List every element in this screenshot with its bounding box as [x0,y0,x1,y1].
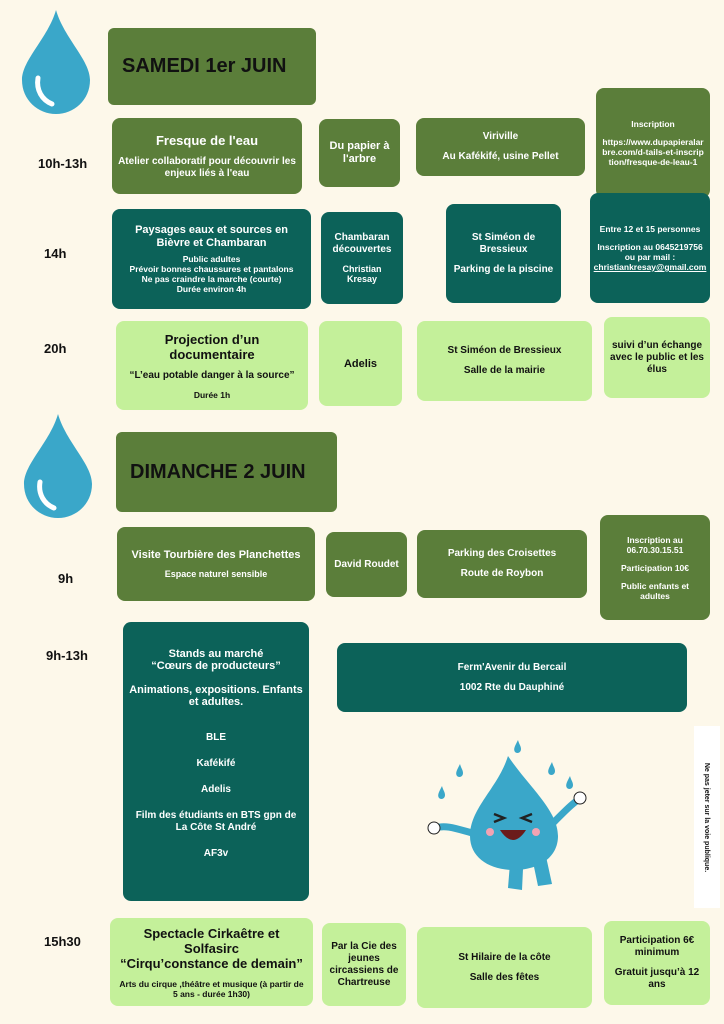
place-line1: Parking des Croisettes [447,548,557,559]
place-line1: St Siméon de Bressieux [447,345,562,356]
time-label: 9h [58,571,74,586]
info-link[interactable]: https://www.dupapieralarbre.com/d-tails-et-inscription/fresque-de-leau-1 [602,137,704,167]
organizer-name: Adelis [343,357,377,370]
info-line2: Participation 10€ [620,562,690,573]
organizer-card [326,532,407,597]
activity-title: Paysages eaux et sources en Bièvre et Chambaran [135,224,288,249]
info-text: suivi d’un échange avec le public et les élus [610,339,704,375]
place-card [416,118,585,176]
side-note-text: Ne pas jeter sur la voie publique. [703,762,711,872]
activity-desc: Espace naturel sensible [164,569,268,579]
info-line2: Gratuit jusqu’à 12 ans [614,967,700,990]
activity-desc: Arts du cirque ,théâtre et musique (à partir de 5 ans - durée 1h30) [119,978,304,999]
time-label: 10h-13h [38,156,88,171]
activity-card [117,527,315,601]
organizer-name: Du papier à l'arbre [329,140,390,165]
info-card [604,921,710,1005]
place-card [446,204,561,303]
organizer-line1: Chambaran découvertes [332,232,392,255]
activity-line: Public adultes [182,254,241,264]
info-card [600,515,710,620]
info-line1: Entre 12 et 15 personnes [599,224,701,234]
organizer-line2: Christian Kresay [342,264,382,284]
info-card [596,88,710,198]
place-line2: Au Kafékifé, usine Pellet [442,151,559,162]
place-line2: Parking de la piscine [453,263,554,275]
organizer-card [319,119,400,187]
time-label: 15h30 [44,934,81,949]
organizer-card [322,923,406,1006]
activity-card [116,321,308,410]
activity-desc: Atelier collaboratif pour découvrir les enjeux liés à l'eau [118,155,296,179]
participant: AF3v [203,848,229,859]
water-drop-icon [18,8,94,116]
activity-subtitle: “Cirqu’constance de demain” [120,955,303,971]
time-label: 20h [44,341,67,356]
info-line2: Inscription au 0645219756 ou par mail : [597,242,703,262]
market-line2: “Cœurs de producteurs” [151,660,281,672]
time-label: 14h [44,246,67,261]
place-line2: Salle des fêtes [469,971,540,983]
organizer-card [319,321,402,406]
activity-title: Projection d’un documentaire [164,331,260,362]
place-line2: Salle de la mairie [463,365,546,376]
activity-title: Visite Tourbière des Planchettes [131,549,301,561]
participant: BLE [206,732,226,743]
market-card [123,622,309,901]
participant: Film des étudiants en BTS gpn de La Côte St André [135,810,297,833]
side-note [694,726,720,908]
activity-duration: Durée 1h [193,389,231,400]
place-line2: Route de Roybon [460,568,544,579]
info-line3: Public enfants et adultes [620,580,689,601]
market-line1: Stands au marché [168,648,264,660]
info-card [604,317,710,398]
place-line1: Ferm'Avenir du Bercail [457,661,567,673]
info-card [590,193,710,303]
market-line3: Animations, expositions. Enfants et adultes. [129,684,303,708]
activity-line: Prévoir bonnes chaussures et pantalons [129,264,294,274]
organizer-card [321,212,403,304]
activity-title: Fresque de l'eau [155,132,259,148]
day-heading-saturday: SAMEDI 1er JUIN [108,28,316,105]
place-card [417,530,587,598]
place-line1: St Hilaire de la côte [458,951,551,963]
info-line1: Participation 6€ minimum [619,935,695,958]
activity-card [112,118,302,194]
place-card [417,927,592,1008]
activity-card [110,918,313,1006]
organizer-name: David Roudet [334,558,399,570]
email-link[interactable]: christiankresay@gmail.com [593,262,707,272]
place-card [417,321,592,401]
activity-card [112,209,311,309]
water-drop-mascot-icon [420,738,600,898]
activity-quote: “L’eau potable danger à la source” [129,369,295,381]
activity-line: Ne pas craindre la marche (courte) [141,274,282,284]
day-heading-sunday: DIMANCHE 2 JUIN [116,432,337,512]
participant: Kafékifé [196,758,236,769]
water-drop-icon [20,412,96,520]
activity-line: Durée environ 4h [176,284,247,294]
activity-title: Spectacle Cirkaêtre et Solfasirc [143,925,280,956]
info-line1: Inscription [631,119,675,129]
place-line2: 1002 Rte du Dauphiné [459,681,565,693]
participant: Adelis [200,784,231,795]
place-card [337,643,687,712]
place-line1: Viriville [482,131,519,142]
info-line1: Inscription au 06.70.30.15.51 [626,534,684,555]
place-line1: St Siméon de Bressieux [471,231,536,255]
time-label: 9h-13h [46,648,88,663]
organizer-name: Par la Cie des jeunes circassiens de Chartreuse [329,940,399,988]
